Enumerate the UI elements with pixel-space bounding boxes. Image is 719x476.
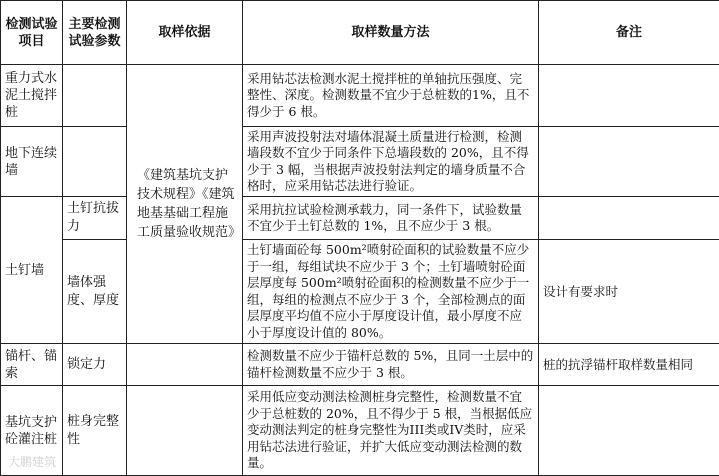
- item-cell-pile: 基坑支护砼灌注桩: [1, 386, 63, 476]
- table-row: [1, 197, 719, 240]
- remark-cell-nail-wall: 设计有要求时: [539, 240, 719, 344]
- param-cell-nail-pull: 土钉抗拔力: [63, 197, 127, 240]
- method-cell-gravity: 采用钻芯法检测水泥土搅拌桩的单轴抗压强度、完整性、深度。检测数量不宜少于总桩数的1%，且不得少于 6 根。: [243, 65, 539, 127]
- item-cell-wall: 地下连续墙: [1, 127, 63, 197]
- method-cell-pile: 采用低应变动测法检测桩身完整性，检测数量不宜少于总桩数的 20%，且不得少于 5 根，当根据低应变动测法判定的桩身完整性为III类或IV类时，应采用钻芯法进行验证，并扩大低应变动测法检测的数量。: [243, 386, 539, 476]
- method-cell-wall: 采用声波投射法对墙体混凝土质量进行检测，检测墙段数不宜少于同条件下总墙段数的 20%，且不得少于 3 幅，当根据声波投射法判定的墙身质量不合格时，应采用钻芯法进行验证。: [243, 127, 539, 197]
- table-row: [1, 240, 719, 344]
- method-cell-nail-pull: 采用抗拉试验检测承载力，同一条件下，试验数量不宜少于土钉总数的 1%，且不应少于 3 根。: [243, 197, 539, 240]
- table-row: [1, 65, 719, 127]
- header-basis: 取样依据: [127, 1, 243, 65]
- item-cell-nail: 土钉墙: [1, 197, 63, 344]
- param-cell-wall: [63, 127, 127, 197]
- table-row: [1, 344, 719, 386]
- remark-cell-anchor: 桩的抗浮锚杆取样数量相同: [539, 344, 719, 386]
- header-row: [1, 1, 719, 65]
- remark-cell-wall: [539, 127, 719, 197]
- param-cell-anchor: 锁定力: [63, 344, 127, 386]
- method-cell-anchor: 检测数量不应少于锚杆总数的 5%，且同一土层中的锚杆检测数量不应少于 3 根。: [243, 344, 539, 386]
- header-item: 检测试验项目: [1, 1, 63, 65]
- watermark: 大鹏建筑: [8, 453, 56, 470]
- param-cell-gravity: [63, 65, 127, 127]
- method-cell-nail-wall: 土钉墙面砼每 500m²喷射砼面积的试验数量不应少于一组，每组试块不应少于 3 个；土钉墙喷射砼面层厚度每 500m²喷射砼面积的检测数量不应少于一组，每组的检测点不应少于 3 个，全部检测点的面层厚度平均值不应小于厚度设计值，最小厚度不应小于厚度设计值的 80%。: [243, 240, 539, 344]
- remark-cell-nail-pull: [539, 197, 719, 240]
- item-cell-anchor: 锚杆、锚索: [1, 344, 63, 386]
- header-params: 主要检测试验参数: [63, 1, 127, 65]
- header-method: 取样数量方法: [243, 1, 539, 65]
- remark-cell-gravity: [539, 65, 719, 127]
- table-row: [1, 127, 719, 197]
- remark-cell-pile: [539, 386, 719, 476]
- basis-cell-anchor: [127, 344, 243, 386]
- item-cell-gravity: 重力式水泥土搅拌桩: [1, 65, 63, 127]
- basis-cell: 《建筑基坑支护技术规程》《建筑地基基础工程施工质量验收规范》: [127, 65, 243, 344]
- header-remark: 备注: [539, 1, 719, 65]
- basis-cell-pile: [127, 386, 243, 476]
- param-cell-nail-wall: 墙体强度、厚度: [63, 240, 127, 344]
- param-cell-pile: 桩身完整性: [63, 386, 127, 476]
- table-row: [1, 386, 719, 476]
